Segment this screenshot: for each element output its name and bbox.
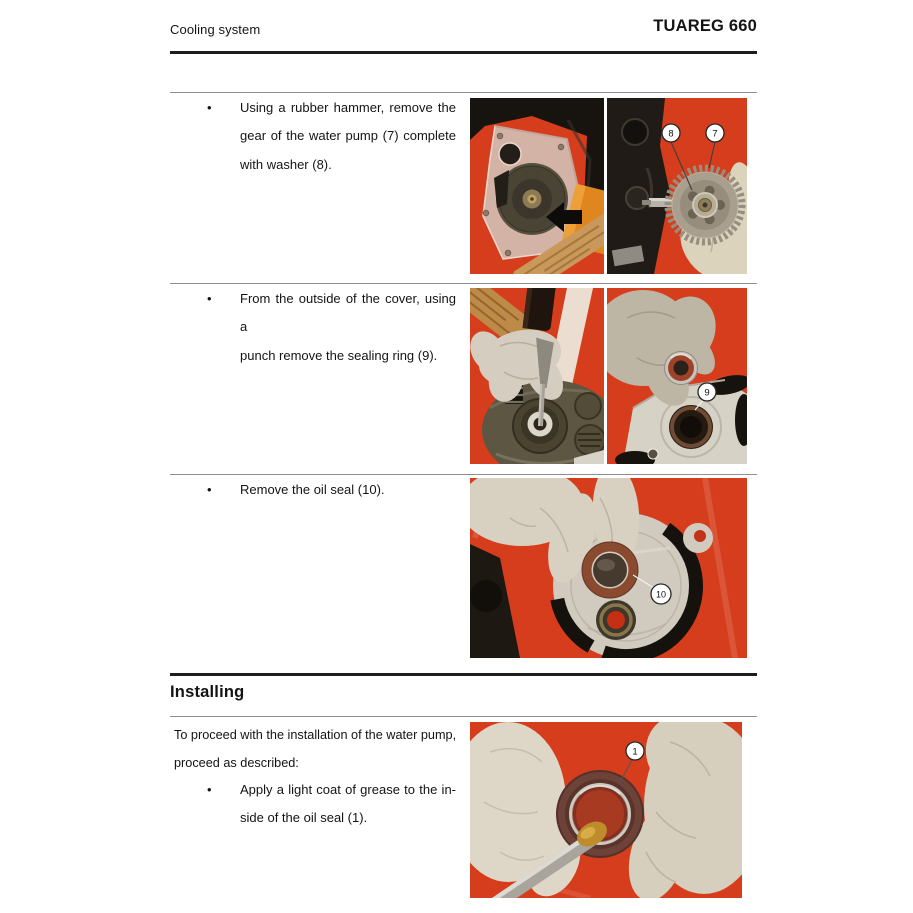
- instruction-line: side of the oil seal (1).: [240, 810, 368, 826]
- callout-number-gear: 7: [712, 128, 718, 140]
- intro-line: To proceed with the installation of the water pump,: [174, 728, 457, 742]
- photo-punch-sealing-ring: [470, 288, 604, 464]
- section-rule: [170, 716, 757, 717]
- installing-heading: Installing: [170, 683, 245, 701]
- header-rule: [170, 51, 757, 54]
- instruction-remove-gear: [240, 94, 456, 179]
- instruction-grease-oil-seal: [240, 776, 456, 833]
- section-rule: [170, 92, 757, 93]
- instruction-line: Apply a light coat of grease to the in-: [240, 782, 456, 797]
- bullet-marker: •: [207, 782, 212, 797]
- photo-oil-seal-removal: [470, 478, 747, 658]
- bullet-marker: •: [207, 482, 212, 497]
- instruction-remove-sealing-ring: [240, 285, 456, 370]
- section-rule: [170, 474, 757, 475]
- photo-gear-and-washer: [607, 98, 747, 274]
- instruction-line: Remove the oil seal (10).: [240, 482, 385, 497]
- bullet-marker: •: [207, 100, 212, 115]
- oil-seal: [583, 543, 637, 597]
- photo-remove-gear-hammer: [470, 98, 604, 274]
- photo-grease-oil-seal: [470, 722, 742, 898]
- callout-number-sealing-ring: 9: [704, 387, 710, 399]
- bullet-marker: •: [207, 291, 212, 306]
- callout-number-oil-seal: 10: [655, 589, 667, 600]
- section-rule: [170, 283, 757, 284]
- instruction-line: Using a rubber hammer, remove the: [240, 100, 456, 115]
- callout-number-washer: 8: [668, 128, 674, 140]
- water-pump-gear: [668, 168, 742, 242]
- instruction-line: From the outside of the cover, using a: [240, 291, 456, 335]
- new-oil-seal: [557, 771, 643, 857]
- model-title: TUAREG 660: [653, 17, 757, 35]
- instruction-line: with washer (8).: [240, 156, 332, 172]
- instruction-remove-oil-seal: [240, 476, 456, 504]
- seal-recess: [596, 600, 636, 640]
- installing-rule: [170, 673, 757, 676]
- sealing-ring: [664, 351, 698, 385]
- page-section-title: Cooling system: [170, 22, 261, 37]
- photo-sealing-ring-removed: [607, 288, 747, 464]
- instruction-line: gear of the water pump (7) complete: [240, 128, 456, 144]
- callout-number-new-oil-seal: 1: [632, 746, 638, 758]
- installing-intro: [174, 722, 466, 778]
- intro-line: proceed as described:: [174, 755, 299, 770]
- instruction-line: punch remove the sealing ring (9).: [240, 347, 438, 363]
